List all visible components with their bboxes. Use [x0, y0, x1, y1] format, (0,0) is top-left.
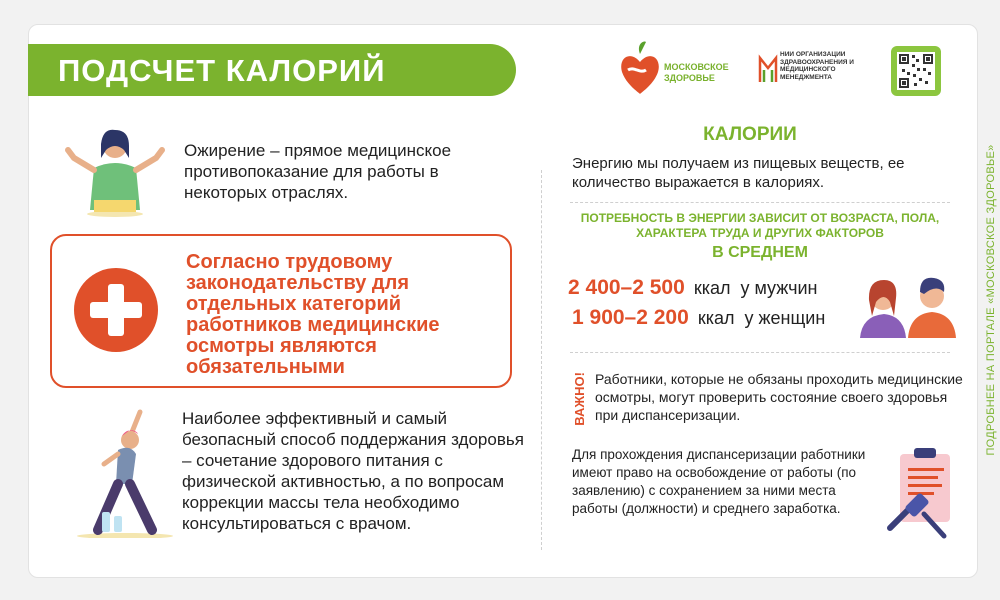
need-heading: ПОТРЕБНОСТЬ В ЭНЕРГИИ ЗАВИСИТ ОТ ВОЗРАСТА, ПОЛА, ХАРАКТЕРА ТРУДА И ДРУГИХ ФАКТОРОВ	[580, 211, 940, 240]
calories-heading: КАЛОРИИ	[703, 124, 797, 145]
medical-cross-icon	[74, 268, 158, 352]
page-title: ПОДСЧЕТ КАЛОРИЙ	[58, 53, 386, 88]
title-bar	[28, 44, 516, 96]
women-stat	[572, 306, 825, 330]
men-label: ккал у мужчин	[693, 278, 818, 298]
qr-code-icon	[897, 52, 935, 90]
checkup-text: Для прохождения диспансеризации работники имеют право на освобождение от работы (по заявлению) с сохранением за ними места работы (должности) и среднего заработка.	[572, 447, 866, 516]
man-woman-illustration	[858, 272, 958, 338]
woman-stretching-illustration	[70, 408, 190, 538]
law-callout	[50, 234, 512, 388]
obesity-text: Ожирение – прямое медицинское противопоказание для работы в некоторых отраслях.	[184, 141, 452, 202]
men-stat	[568, 276, 817, 300]
column-divider	[541, 170, 542, 550]
calories-text: Энергию мы получаем из пищевых веществ, ее количество выражается в калориях.	[572, 155, 905, 191]
logo-nii-text: НИИ ОРГАНИЗАЦИИ ЗДРАВООХРАНЕНИЯ И МЕДИЦИНСКОГО МЕНЕДЖМЕНТА	[780, 51, 854, 81]
law-text: Согласно трудовому законодательству для отдельных категорий работников медицинские осмотры являются обязательными	[186, 251, 440, 378]
logos	[610, 40, 950, 100]
separator-1	[570, 202, 950, 203]
logo-moscow-health[interactable]	[618, 40, 748, 100]
clipboard-gavel-illustration	[884, 446, 956, 542]
separator-2	[570, 352, 950, 353]
heart-logo-icon	[618, 40, 662, 96]
qr-code[interactable]	[891, 46, 941, 96]
logo-moscow-health-text: МОСКОВСКОЕ ЗДОРОВЬЕ	[664, 62, 729, 83]
important-text: Работники, которые не обязаны проходить медицинские осмотры, могут проверить состояние своего здоровья при диспансеризации.	[595, 371, 963, 423]
women-label: ккал у женщин	[697, 308, 826, 328]
men-value: 2 400–2 500	[568, 276, 685, 299]
important-label: ВАЖНО!	[572, 372, 587, 426]
average-heading: В СРЕДНЕМ	[712, 244, 808, 261]
side-note[interactable]: ПОДРОБНЕЕ НА ПОРТАЛЕ «МОСКОВСКОЕ ЗДОРОВЬЕ»	[985, 144, 997, 456]
women-value: 1 900–2 200	[572, 306, 689, 329]
logo-nii[interactable]	[758, 48, 878, 92]
advice-text: Наиболее эффективный и самый безопасный способ поддержания здоровья – сочетание здорового питания с физической активностью, а по вопросам коррекции массы тела необходимо консультироваться с врачом.	[182, 409, 524, 533]
nii-logo-icon	[758, 54, 778, 84]
woman-overweight-illustration	[60, 128, 170, 218]
